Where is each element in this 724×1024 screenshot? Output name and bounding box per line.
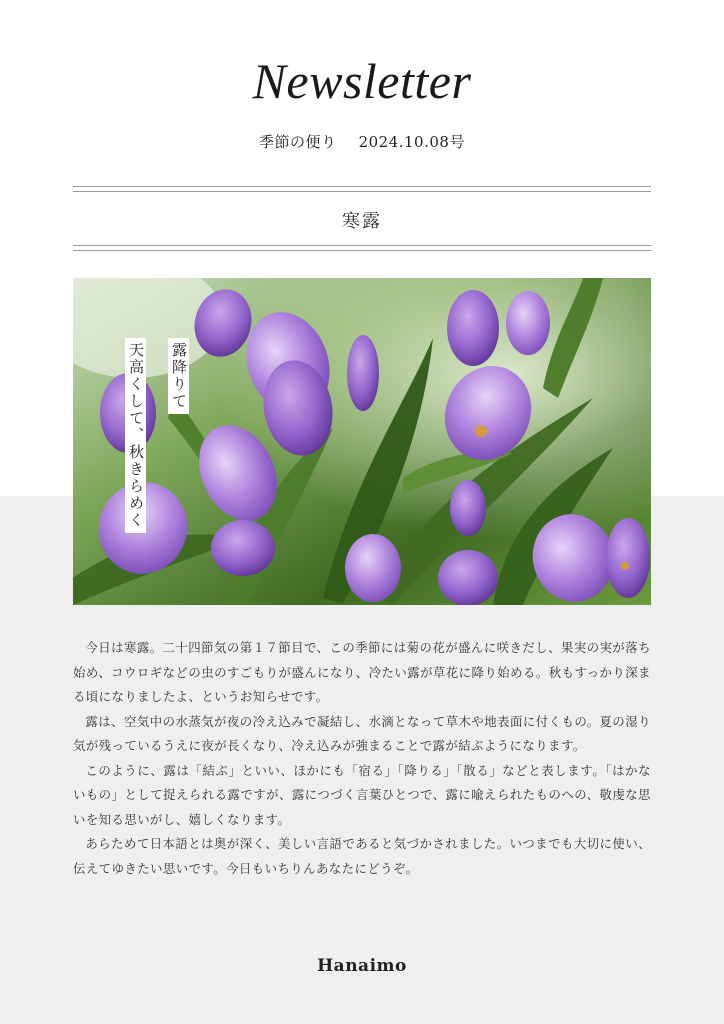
issue-line	[0, 131, 724, 152]
article-paragraph: このように、露は「結ぶ」といい、ほかにも「宿る」「降りる」「散る」などと表します。「はかないもの」として捉えられる露ですが、露につづく言葉ひとつで、露に喩えられたものへの、敬虔な思いを知る思いがし、嬉しくなります。	[73, 762, 651, 827]
issue-date: 2024.10.08号	[358, 133, 465, 151]
article-body	[73, 636, 651, 881]
gentian-illustration	[73, 278, 651, 605]
series-name: 季節の便り	[259, 133, 337, 151]
photo-caption-left: 天高くして、秋きらめく	[125, 338, 146, 533]
bottom-divider	[73, 245, 651, 251]
article-paragraph: 今日は寒露。二十四節気の第１７節目で、この季節には菊の花が盛んに咲きだし、果実の実が落ち始め、コウロギなどの虫のすごもりが盛んになり、冷たい露が草花に降り始める。秋もすっかり深まる頃になりましたよ、というお知らせです。	[73, 640, 651, 704]
article-paragraph: あらためて日本語とは奥が深く、美しい言語であると気づかされました。いつまでも大切に使い、伝えてゆきたい思いです。今日もいちりんあなたにどうぞ。	[73, 836, 651, 876]
gentian-photo	[73, 278, 651, 605]
section-title: 寒露	[342, 211, 382, 232]
photo-caption-right: 露降りて	[168, 338, 189, 414]
signature: Hanaimo	[317, 956, 407, 976]
newsletter-title: Newsletter	[252, 53, 472, 109]
top-divider	[73, 186, 651, 192]
article-paragraph: 露は、空気中の水蒸気が夜の冷え込みで凝結し、水滴となって草木や地表面に付くもの。夏の湿り気が残っているうえに夜が長くなり、冷え込みが強まることで露が結ぶようになります。	[73, 713, 651, 753]
